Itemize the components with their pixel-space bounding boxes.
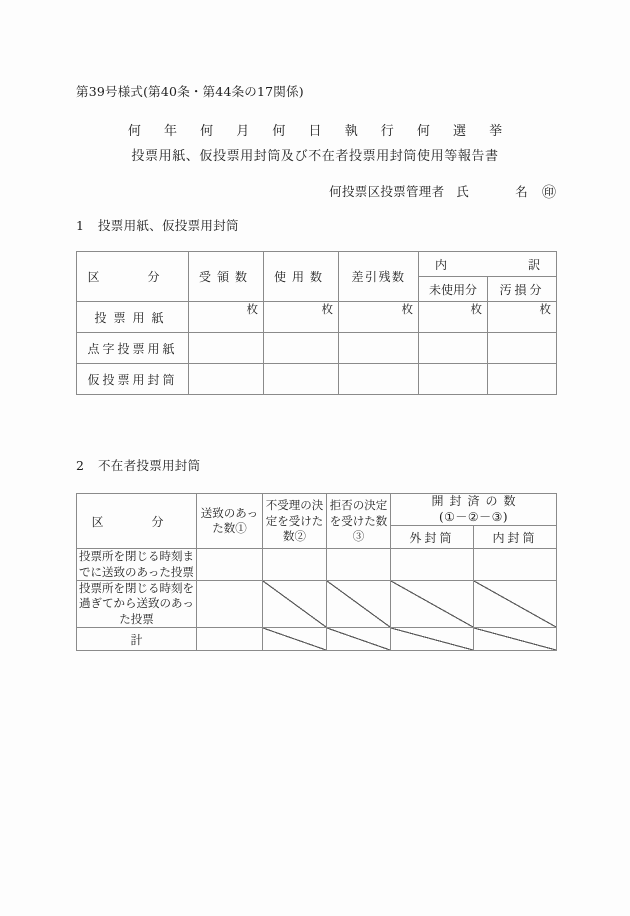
table-row: [77, 549, 557, 581]
row-label-ballot-paper: 投票用紙: [77, 302, 189, 333]
signature-role: 何投票区投票管理者: [329, 184, 445, 199]
seal-icon: ㊞: [542, 185, 556, 201]
cell-remaining-ballot-paper[interactable]: [339, 302, 419, 333]
cell-received-braille[interactable]: [189, 333, 264, 364]
cell-sent-after-close-outer: [391, 581, 474, 628]
cell-sent-after-close-refused: [327, 581, 391, 628]
unit-mai: 枚: [539, 302, 551, 316]
header-breakdown: [419, 252, 557, 277]
cell-remaining-provisional[interactable]: [339, 364, 419, 395]
section-2-heading: [76, 456, 200, 474]
title-line-report: 投票用紙、仮投票用封筒及び不在者投票用封筒使用等報告書: [131, 149, 499, 164]
cell-total-refused: [327, 628, 391, 651]
header-sent-count: 送致のあった数①: [197, 494, 263, 549]
cell-damaged-ballot-paper[interactable]: [488, 302, 557, 333]
cell-sent-before-close-sent[interactable]: [197, 549, 263, 581]
form-number: 第39号様式(第40条・第44条の17関係): [76, 84, 304, 99]
cell-received-ballot-paper[interactable]: [189, 302, 264, 333]
header-unused: 未使用分: [419, 277, 488, 302]
cell-received-provisional[interactable]: [189, 364, 264, 395]
ballot-paper-table: [76, 251, 557, 395]
cell-unused-braille[interactable]: [419, 333, 488, 364]
row-label-provisional-envelope: 仮投票用封筒: [77, 364, 189, 395]
row-label-braille-ballot-paper: 点字投票用紙: [77, 333, 189, 364]
cell-used-provisional[interactable]: [264, 364, 339, 395]
cell-used-braille[interactable]: [264, 333, 339, 364]
header-kubun: 区 分: [77, 494, 197, 549]
cell-sent-before-close-outer[interactable]: [391, 549, 474, 581]
header-used-count: 使用数: [264, 252, 339, 302]
signature-line: [0, 182, 556, 202]
header-breakdown-wake: 訳: [527, 257, 540, 272]
header-breakdown-uchi: 内: [435, 257, 448, 272]
table-row: [77, 581, 557, 628]
cell-sent-after-close-rejected: [263, 581, 327, 628]
header-remaining-count: 差引残数: [339, 252, 419, 302]
table-row: [77, 333, 557, 364]
document-title-block: [0, 120, 630, 164]
cell-total-sent[interactable]: [197, 628, 263, 651]
cell-sent-after-close-sent[interactable]: [197, 581, 263, 628]
cell-total-rejected: [263, 628, 327, 651]
section-2-title: 不在者投票用封筒: [98, 458, 201, 473]
cell-sent-before-close-refused[interactable]: [327, 549, 391, 581]
cell-sent-before-close-rejected[interactable]: [263, 549, 327, 581]
cell-sent-after-close-inner: [474, 581, 557, 628]
header-outer-envelope: 外封筒: [391, 526, 474, 549]
cell-damaged-provisional[interactable]: [488, 364, 557, 395]
cell-sent-before-close-inner[interactable]: [474, 549, 557, 581]
header-opened-count-formula: (①－②－③): [438, 509, 509, 524]
unit-mai: 枚: [470, 302, 482, 316]
cell-remaining-braille[interactable]: [339, 333, 419, 364]
header-damaged: 汚損分: [488, 277, 557, 302]
table-row-header-main: [77, 252, 557, 277]
unit-mai: 枚: [321, 302, 333, 316]
cell-unused-provisional[interactable]: [419, 364, 488, 395]
header-refusal-count: 拒否の決定を受けた数 ③: [327, 494, 391, 549]
table-row: [77, 628, 557, 651]
absentee-envelope-table: [76, 493, 557, 651]
section-1-number: 1: [76, 218, 85, 233]
header-received-count: 受領数: [189, 252, 264, 302]
row-label-sent-after-close: 投票所を閉じる時刻を過ぎてから送致のあった投票: [77, 581, 197, 628]
header-opened-count: [391, 494, 557, 526]
table-row: [77, 302, 557, 333]
header-rejected-acceptance-count: 不受理の決定を受けた数②: [263, 494, 327, 549]
cell-unused-ballot-paper[interactable]: [419, 302, 488, 333]
cell-total-inner: [474, 628, 557, 651]
section-2-number: 2: [76, 458, 85, 473]
header-kubun: 区 分: [77, 252, 189, 302]
unit-mai: 枚: [246, 302, 258, 316]
signature-givenname-label: 名: [515, 184, 528, 199]
cell-total-outer: [391, 628, 474, 651]
unit-mai: 枚: [401, 302, 413, 316]
cell-damaged-braille[interactable]: [488, 333, 557, 364]
row-label-sent-before-close: 投票所を閉じる時刻までに送致のあった投票: [77, 549, 197, 581]
signature-surname-label: 氏: [456, 184, 470, 199]
table-row: [77, 364, 557, 395]
section-1-heading: [76, 216, 239, 234]
title-line-election: 何 年 何 月 何 日 執 行 何 選 挙: [127, 124, 512, 139]
table-row-header-main: [77, 494, 557, 526]
cell-used-ballot-paper[interactable]: [264, 302, 339, 333]
section-1-title: 投票用紙、仮投票用封筒: [98, 218, 239, 233]
row-label-total: 計: [77, 628, 197, 651]
header-inner-envelope: 内封筒: [474, 526, 557, 549]
header-opened-count-title: 開封済の数: [431, 494, 522, 508]
